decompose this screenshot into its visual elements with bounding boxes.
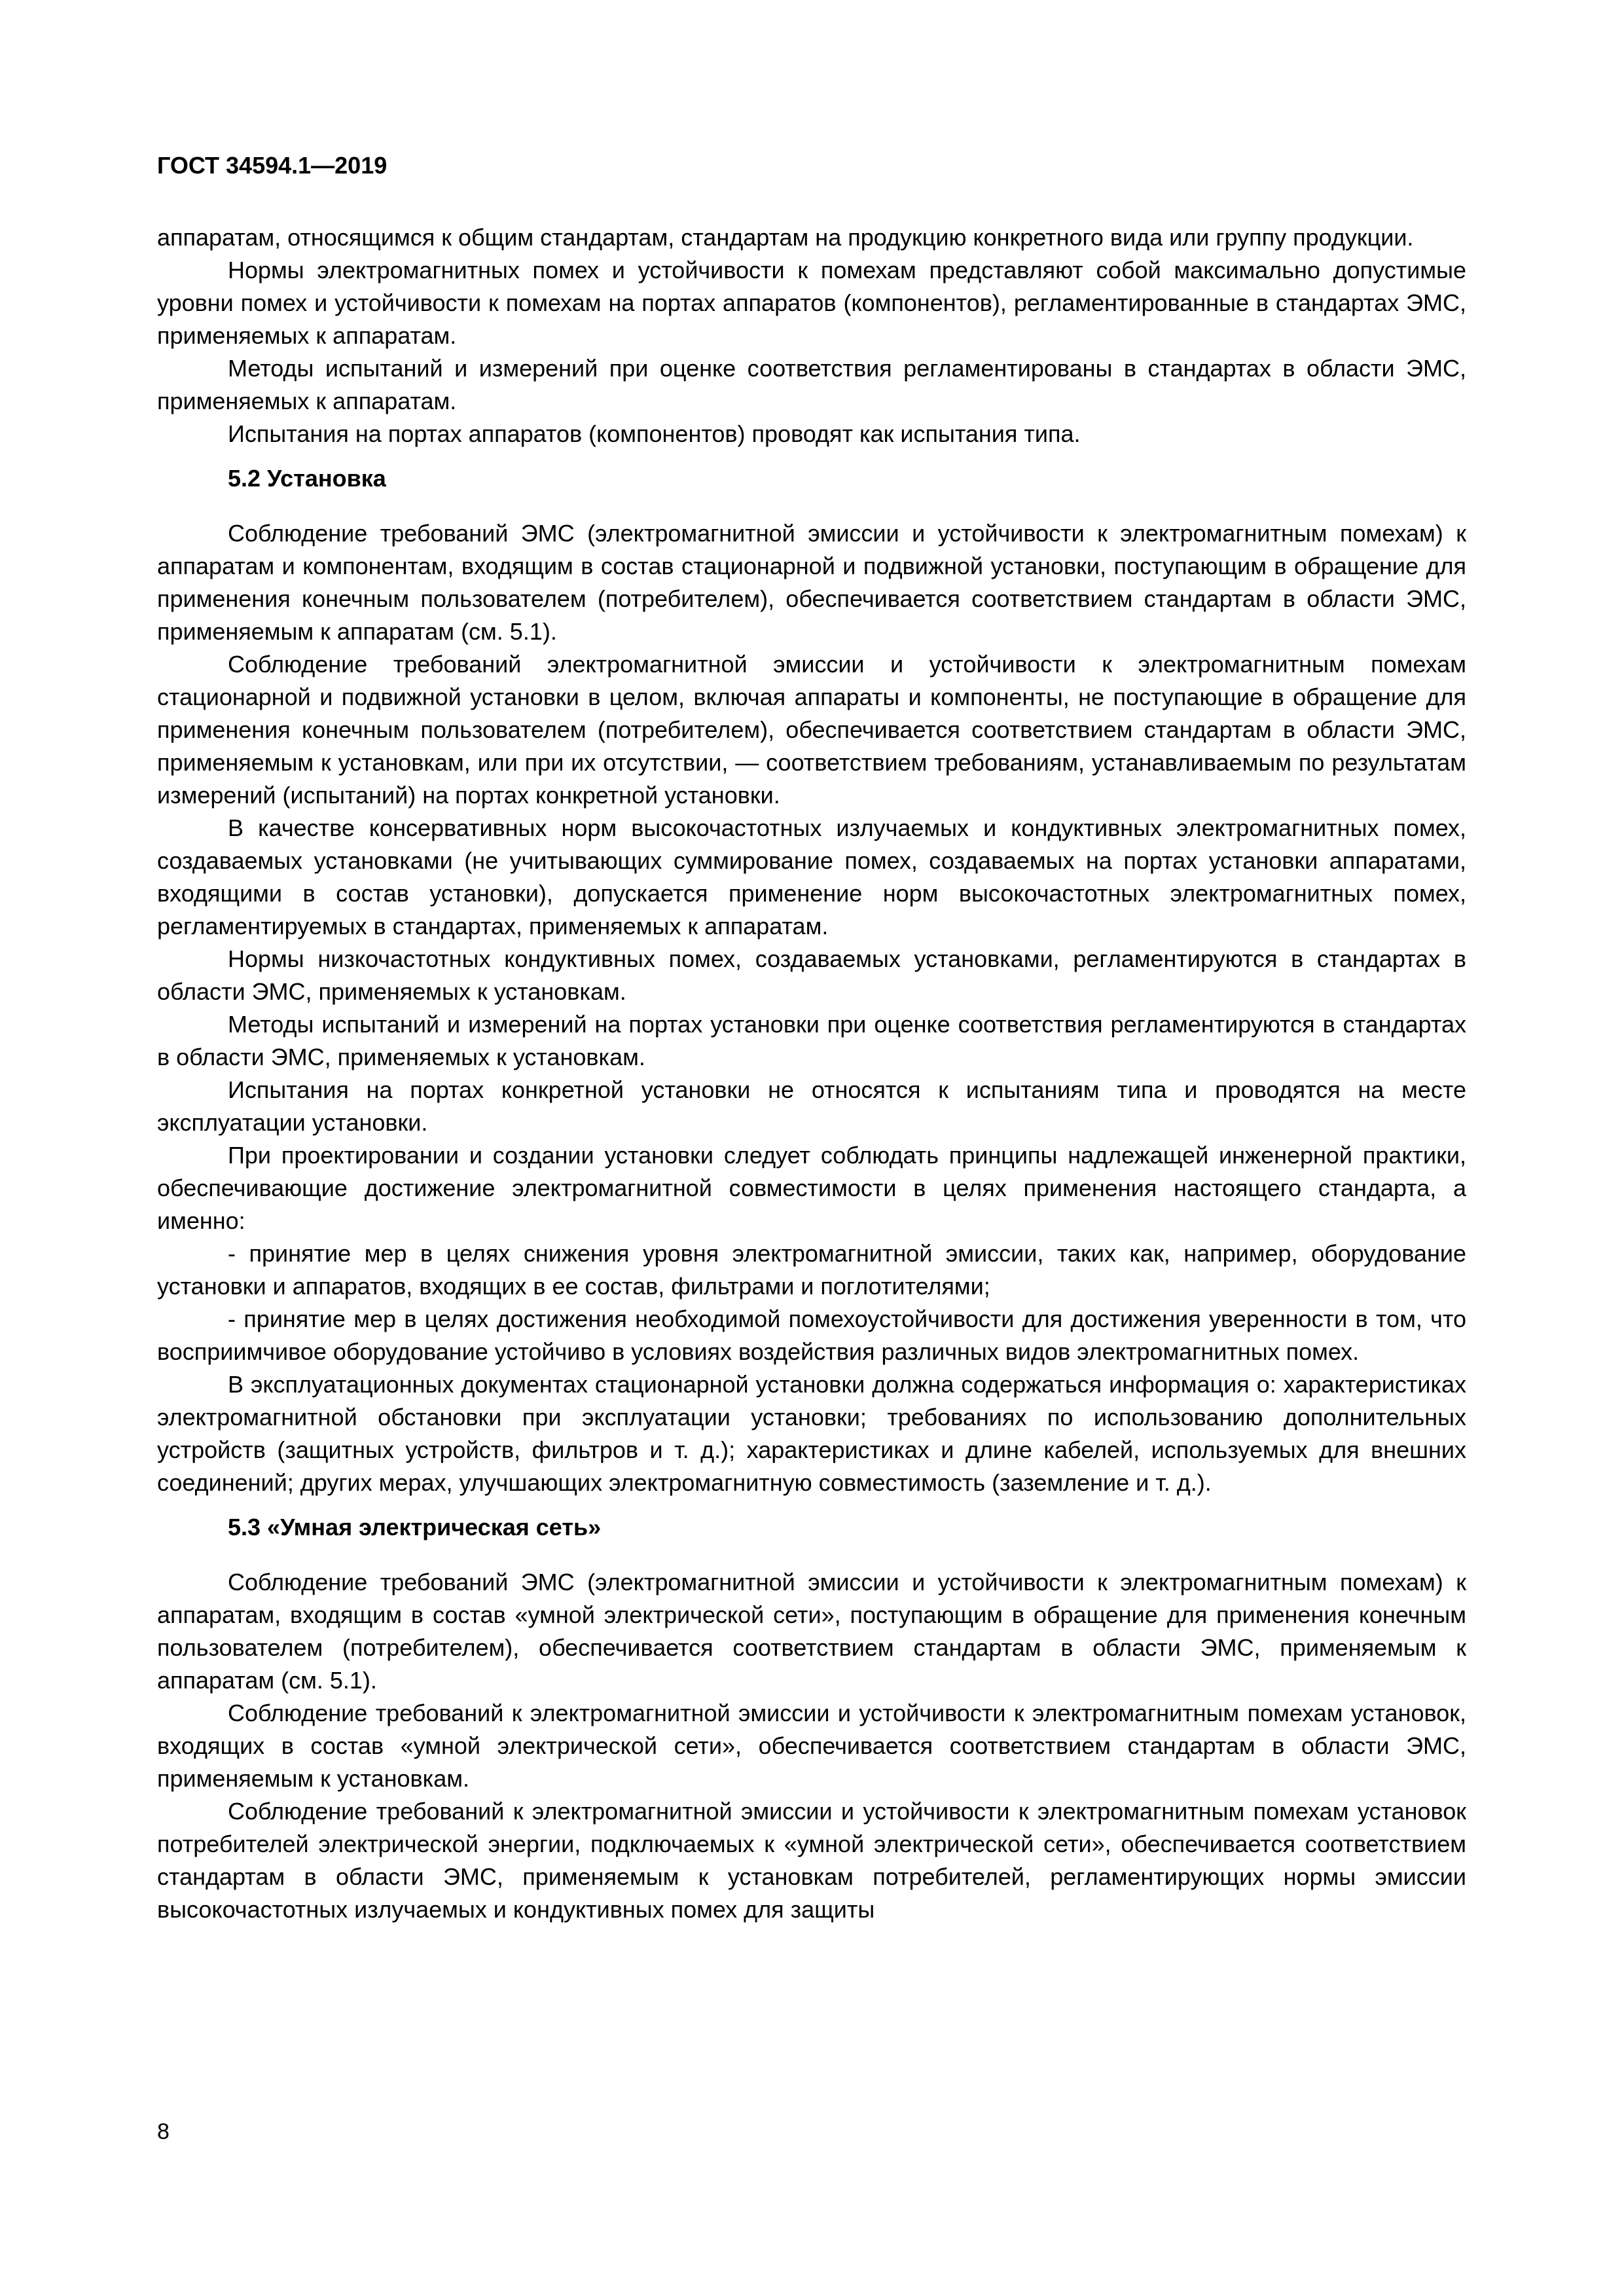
paragraph: В эксплуатационных документах стационарной установки должна содержаться информация о: характеристиках электромагнитной обстановки при эксплуатации установки; требованиях по использованию дополнительных устройств (защитных устройств, фильтров и т. д.); характеристиках и длине кабелей, используемых для внешних соединений; других мерах, улучшающих электромагнитную совместимость (заземление и т. д.). [157, 1371, 1466, 1496]
paragraph: Испытания на портах конкретной установки не относятся к испытаниям типа и проводятся на месте эксплуатации установки. [157, 1076, 1466, 1136]
list-item: - принятие мер в целях достижения необходимой помехоустойчивости для достижения уверенности в том, что восприимчивое оборудование устойчиво в условиях воздействия различных видов электромагнитных помех. [157, 1305, 1466, 1365]
paragraph: В качестве консервативных норм высокочастотных излучаемых и кондуктивных электромагнитных помех, создаваемых установками (не учитывающих суммирование помех, создаваемых на портах установки аппаратами, входящими в состав установки), допускается применение норм высокочастотных электромагнитных помех, регламентируемых в стандартах, применяемых к аппаратам. [157, 814, 1466, 939]
paragraph: Нормы низкочастотных кондуктивных помех, создаваемых установками, регламентируются в стандартах в области ЭМС, применяемых к установкам. [157, 945, 1466, 1005]
paragraph: Соблюдение требований электромагнитной эмиссии и устойчивости к электромагнитным помехам стационарной и подвижной установки в целом, включая аппараты и компоненты, не поступающие в обращение для применения конечным пользователем (потребителем), обеспечивается соответствием стандартам в области ЭМС, применяемым к установкам, или при их отсутствии, — соответствием требованиям, устанавливаемым по результатам измерений (испытаний) на портах конкретной установки. [157, 651, 1466, 809]
paragraph: Методы испытаний и измерений на портах установки при оценке соответствия регламентируются в стандартах в области ЭМС, применяемых к установкам. [157, 1011, 1466, 1070]
section-heading-5-2: 5.2 Установка [228, 465, 386, 492]
paragraph: Соблюдение требований к электромагнитной эмиссии и устойчивости к электромагнитным помехам установок потребителей электрической энергии, подключаемых к «умной электрической сети», обеспечивается соответствием стандартам в области ЭМС, применяемым к установкам потребителей, регламентирующих нормы эмиссии высокочастотных излучаемых и кондуктивных помех для защиты [157, 1798, 1466, 1923]
page-number: 8 [157, 2119, 170, 2144]
paragraph: Соблюдение требований ЭМС (электромагнитной эмиссии и устойчивости к электромагнитным помехам) к аппаратам, входящим в состав «умной электрической сети», поступающим в обращение для применения конечным пользователем (потребителем), обеспечивается соответствием стандартам в области ЭМС, применяемым к аппаратам (см. 5.1). [157, 1569, 1466, 1694]
paragraph: При проектировании и создании установки следует соблюдать принципы надлежащей инженерной практики, обеспечивающие достижение электромагнитной совместимости в целях применения настоящего стандарта, а именно: [157, 1142, 1466, 1234]
paragraph: Испытания на портах аппаратов (компонентов) проводят как испытания типа. [228, 420, 1081, 447]
section-heading-5-3: 5.3 «Умная электрическая сеть» [228, 1514, 602, 1540]
paragraph-continuation: аппаратам, относящимся к общим стандартам, стандартам на продукцию конкретного вида или группу продукции. [157, 224, 1414, 251]
paragraph: Соблюдение требований ЭМС (электромагнитной эмиссии и устойчивости к электромагнитным помехам) к аппаратам и компонентам, входящим в состав стационарной и подвижной установки, поступающим в обращение для применения конечным пользователем (потребителем), обеспечивается соответствием стандартам в области ЭМС, применяемым к аппаратам (см. 5.1). [157, 520, 1466, 645]
paragraph: Соблюдение требований к электромагнитной эмиссии и устойчивости к электромагнитным помехам установок, входящих в состав «умной электрической сети», обеспечивается соответствием стандартам в области ЭМС, применяемым к установкам. [157, 1700, 1466, 1792]
page-body [157, 221, 1466, 1926]
list-item: - принятие мер в целях снижения уровня электромагнитной эмиссии, таких как, например, оборудование установки и аппаратов, входящих в ее состав, фильтрами и поглотителями; [157, 1240, 1466, 1300]
document-code-header: ГОСТ 34594.1—2019 [157, 152, 388, 179]
paragraph: Нормы электромагнитных помех и устойчивости к помехам представляют собой максимально допустимые уровни помех и устойчивости к помехам на портах аппаратов (компонентов), регламентированные в стандартах ЭМС, применяемых к аппаратам. [157, 257, 1466, 349]
paragraph: Методы испытаний и измерений при оценке соответствия регламентированы в стандартах в области ЭМС, применяемых к аппаратам. [157, 355, 1466, 414]
